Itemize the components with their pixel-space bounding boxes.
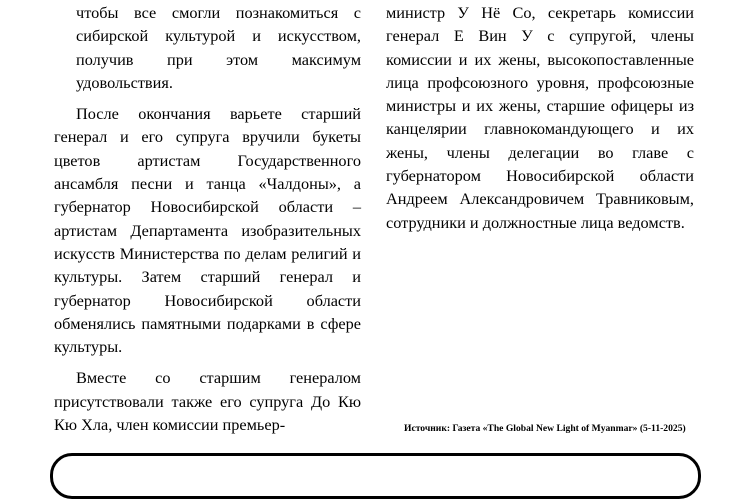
paragraph-attendees-continued: министр У Нё Со, секретарь комиссии генерал Е Вин У с супругой, члены комиссии и их жены, высокопоставленные лица профсоюзного уровня, профсоюзные министры и их жены, старшие офицеры из канцелярии главнокомандующего и их жены, члены делегации во главе с губернатором Новосибирской области Андреем Александровичем Травниковым, сотрудники и должностные лица ведомств. [386,3,694,232]
left-column [54,1,361,436]
right-column [386,1,694,234]
paragraph-attendees: Вместе со старшим генералом присутствовали также его супруга До Кю Кю Хла, член комиссии премьер- [54,368,361,435]
paragraph-gift-exchange: После окончания варьете старший генерал и его супруга вручили букеты цветов артистам Государственного ансамбля песни и танца «Чалдоны», а губернатор Новосибирской области – артистам Департамента изобразительных искусств Министерства по делам религий и культуры. Затем старший генерал и губернатор Новосибирской области обменялись памятными подарками в сфере культуры. [54,104,361,357]
source-citation: Источник: Газета «The Global New Light of Myanmar» (5-11-2025) [404,423,686,434]
paragraph-continuation: чтобы все смогли познакомиться с сибирской культурой и искусством, получив при этом максимум удовольствия. [76,3,361,92]
